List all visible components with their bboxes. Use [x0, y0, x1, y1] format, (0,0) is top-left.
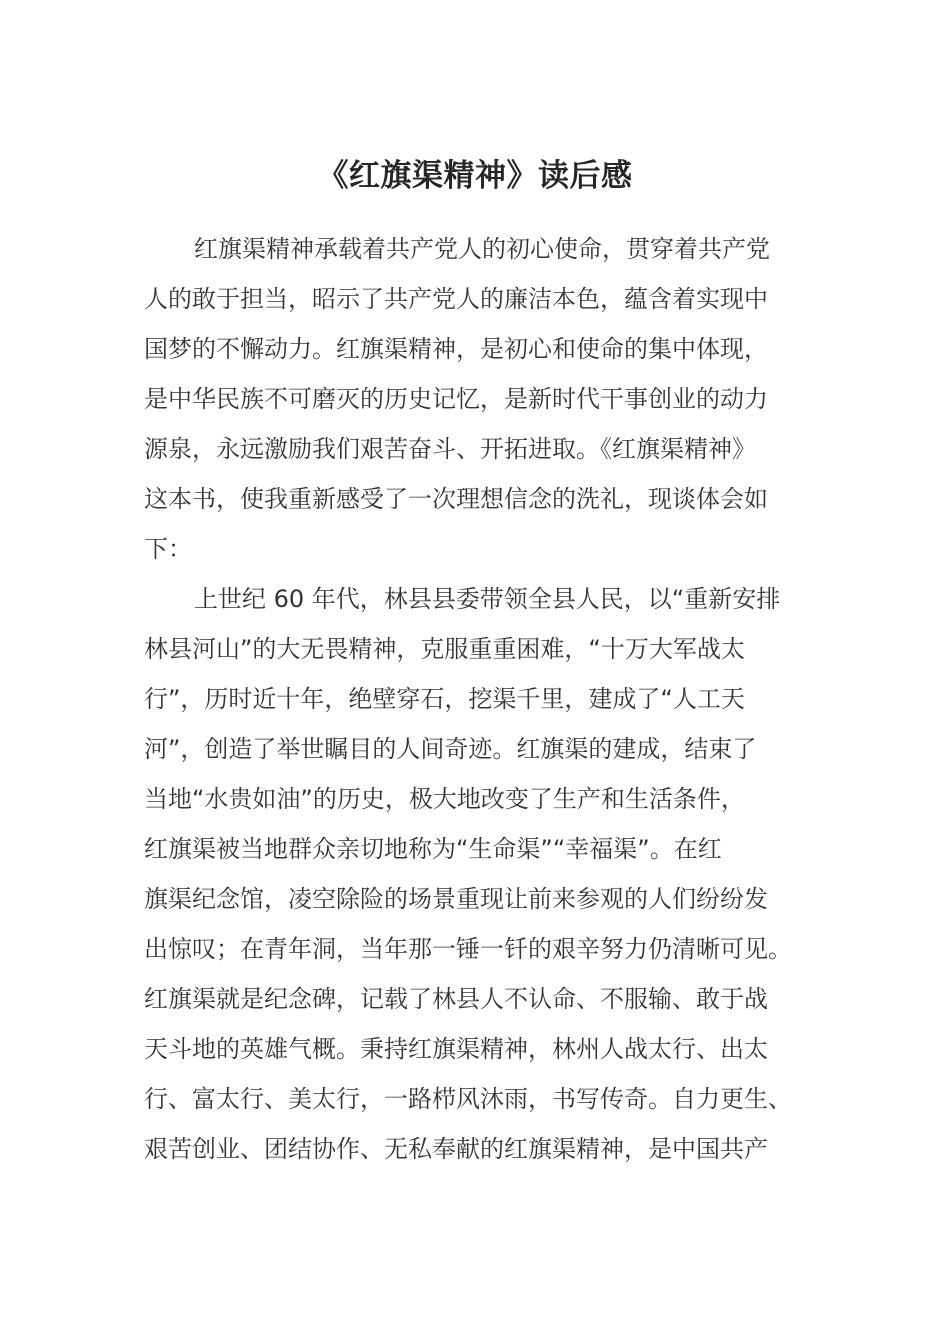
- text-line: 旗渠纪念馆，凌空除险的场景重现让前来参观的人们纷纷发: [144, 885, 768, 913]
- text-line: 艰苦创业、团结协作、无私奉献的红旗渠精神，是中国共产: [144, 1135, 768, 1163]
- text-line: 人的敢于担当，昭示了共产党人的廉洁本色，蕴含着实现中: [144, 285, 768, 313]
- text-line: 源泉，永远激励我们艰苦奋斗、开拓进取。《红旗渠精神》: [144, 435, 756, 463]
- text-line: 是中华民族不可磨灭的历史记忆，是新时代干事创业的动力: [144, 385, 768, 413]
- text-line: 林县河山”的大无畏精神，克服重重困难，“十万大军战太: [144, 635, 745, 663]
- paragraph-2: [144, 574, 808, 1174]
- text-line: 河”，创造了举世瞩目的人间奇迹。红旗渠的建成，结束了: [144, 735, 757, 763]
- text-line: 下：: [144, 535, 192, 563]
- text-line: 出惊叹；在青年洞，当年那一锤一钎的艰辛努力仍清晰可见。: [144, 935, 792, 963]
- text-line: 这本书，使我重新感受了一次理想信念的洗礼，现谈体会如: [144, 485, 768, 513]
- text-line: 行、富太行、美太行，一路栉风沐雨，书写传奇。自力更生、: [144, 1085, 792, 1113]
- text-line: 当地“水贵如油”的历史，极大地改变了生产和生活条件，: [144, 785, 745, 813]
- text-line: 红旗渠精神承载着共产党人的初心使命，贯穿着共产党: [194, 235, 770, 263]
- text-line: 国梦的不懈动力。红旗渠精神，是初心和使命的集中体现，: [144, 335, 768, 363]
- text-line: 上世纪 60 年代，林县县委带领全县人民，以“重新安排: [194, 585, 781, 613]
- paragraph-1: [144, 224, 808, 574]
- document-body: [144, 224, 808, 1174]
- document-title: 《红旗渠精神》读后感: [317, 158, 633, 194]
- text-line: 行”，历时近十年，绝壁穿石，挖渠千里，建成了“人工天: [144, 685, 745, 713]
- text-line: 天斗地的英雄气概。秉持红旗渠精神，林州人战太行、出太: [144, 1035, 768, 1063]
- text-line: 红旗渠就是纪念碑，记载了林县人不认命、不服输、敢于战: [144, 985, 768, 1013]
- text-line: 红旗渠被当地群众亲切地称为“生命渠”“幸福渠”。在红: [144, 835, 722, 863]
